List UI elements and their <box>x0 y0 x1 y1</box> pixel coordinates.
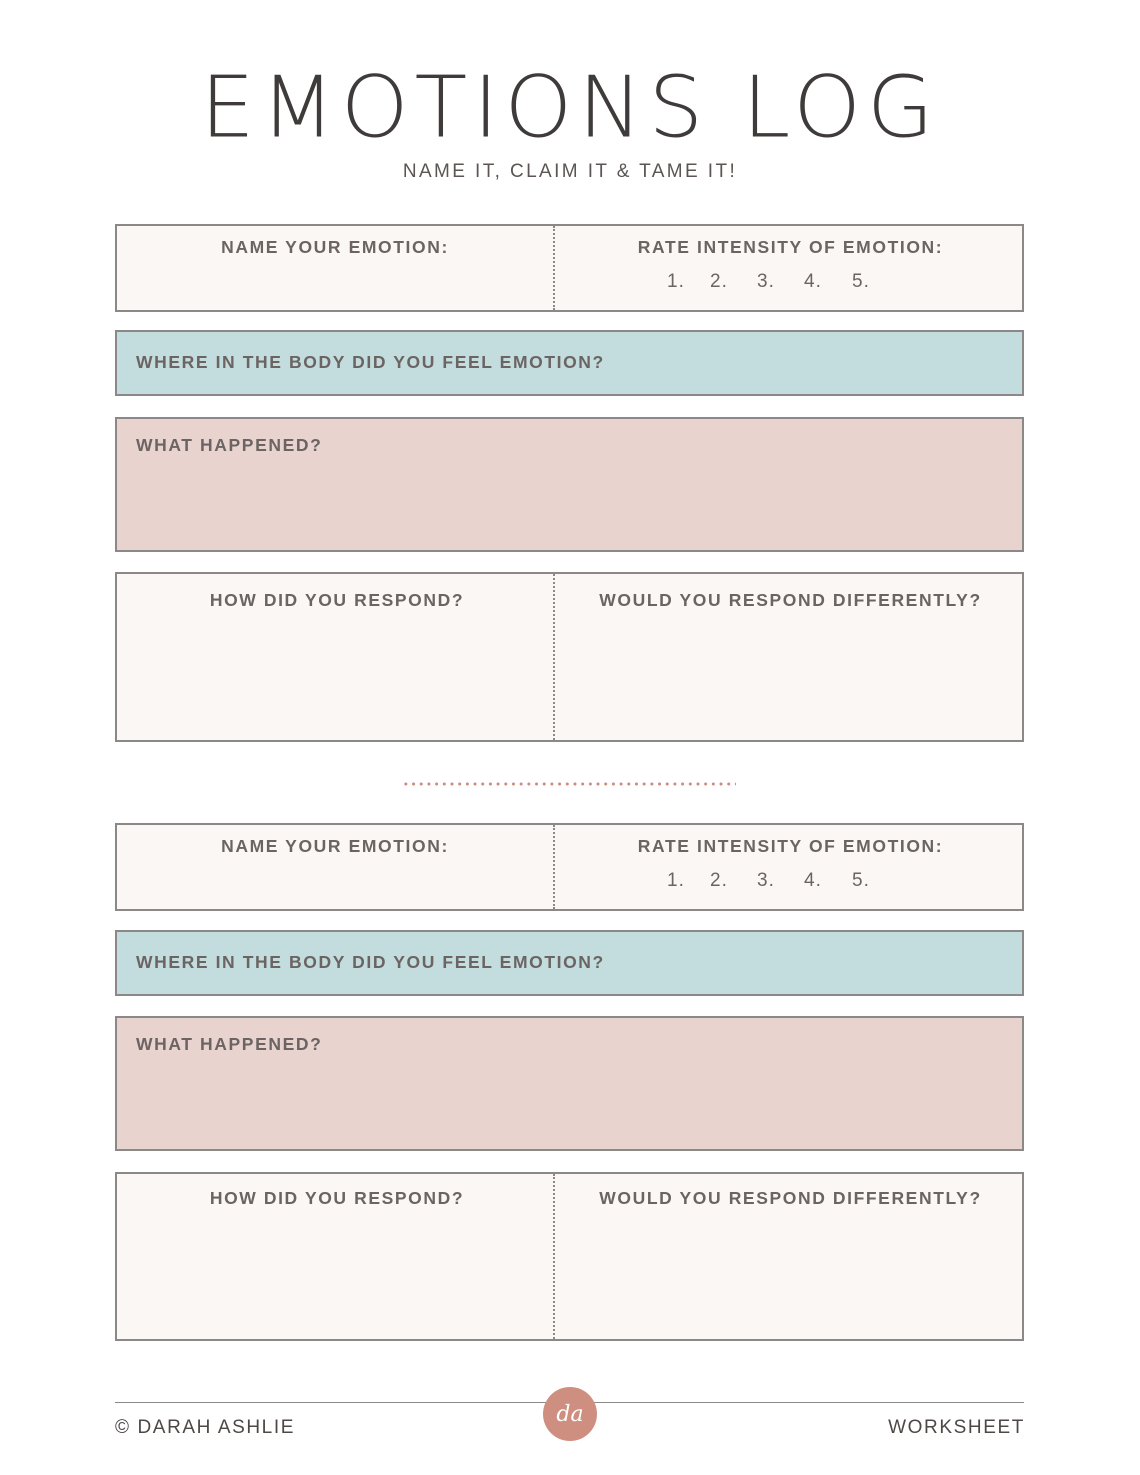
rating-option-5[interactable]: 5. <box>852 870 870 891</box>
body-feeling-box-2[interactable] <box>115 930 1024 996</box>
rating-option-3[interactable]: 3. <box>757 870 775 891</box>
rating-option-2[interactable]: 2. <box>710 870 728 891</box>
rate-intensity-label: RATE INTENSITY OF EMOTION: <box>637 836 944 856</box>
response-box-1[interactable] <box>115 572 1024 742</box>
rating-option-2[interactable]: 2. <box>710 271 728 292</box>
rating-option-3[interactable]: 3. <box>757 271 775 292</box>
rate-intensity-label: RATE INTENSITY OF EMOTION: <box>637 237 944 257</box>
intensity-rating-scale[interactable] <box>667 870 887 894</box>
body-feeling-label: WHERE IN THE BODY DID YOU FEEL EMOTION? <box>136 952 605 972</box>
rating-option-4[interactable]: 4. <box>804 870 822 891</box>
brand-logo: da <box>543 1387 597 1441</box>
rating-option-1[interactable]: 1. <box>667 870 685 891</box>
rating-option-5[interactable]: 5. <box>852 271 870 292</box>
respond-differently-label: WOULD YOU RESPOND DIFFERENTLY? <box>599 1188 982 1208</box>
section-divider-dots <box>402 782 736 786</box>
response-box-2[interactable] <box>115 1172 1024 1341</box>
page-subtitle: NAME IT, CLAIM IT & TAME IT! <box>402 161 738 182</box>
respond-differently-label: WOULD YOU RESPOND DIFFERENTLY? <box>599 590 982 610</box>
emotion-intensity-box-2[interactable] <box>115 823 1024 911</box>
what-happened-label: WHAT HAPPENED? <box>136 1034 323 1054</box>
footer-label: WORKSHEET <box>888 1417 1025 1438</box>
rating-option-1[interactable]: 1. <box>667 271 685 292</box>
body-feeling-box-1[interactable] <box>115 330 1024 396</box>
how-respond-label: HOW DID YOU RESPOND? <box>209 1188 465 1208</box>
name-emotion-label: NAME YOUR EMOTION: <box>221 836 449 856</box>
what-happened-label: WHAT HAPPENED? <box>136 435 323 455</box>
rating-option-4[interactable]: 4. <box>804 271 822 292</box>
page-title: EMOTIONS LOG <box>200 59 940 157</box>
what-happened-box-2[interactable] <box>115 1016 1024 1151</box>
name-emotion-label: NAME YOUR EMOTION: <box>221 237 449 257</box>
body-feeling-label: WHERE IN THE BODY DID YOU FEEL EMOTION? <box>136 352 605 372</box>
intensity-rating-scale[interactable] <box>667 271 887 295</box>
emotion-intensity-box-1[interactable] <box>115 224 1024 312</box>
footer-copyright: © DARAH ASHLIE <box>115 1417 296 1438</box>
what-happened-box-1[interactable] <box>115 417 1024 552</box>
how-respond-label: HOW DID YOU RESPOND? <box>209 590 465 610</box>
